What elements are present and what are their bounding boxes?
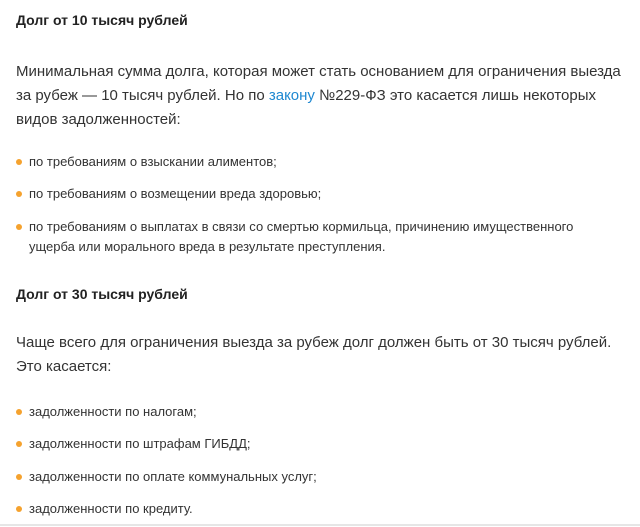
list-item [16,499,616,519]
list-item-text: задолженности по кредиту. [29,501,193,516]
bullet-dot-icon [16,159,22,165]
section-paragraph-30k: Чаще всего для ограничения выезда за рубеж долг должен быть от 30 тысяч рублей. Это касается: [16,334,612,375]
list-item-text: по требованиям о возмещении вреда здоровью; [29,186,322,201]
bottom-divider [0,524,640,526]
list-item [16,402,616,422]
list-item-text: задолженности по штрафам ГИБДД; [29,436,251,451]
section-heading-30k: Долг от 30 тысяч рублей [16,286,188,302]
list-item [16,467,616,487]
law-link[interactable]: закону [268,87,315,104]
bullet-dot-icon [16,506,22,512]
list-item-text: по требованиям о взыскании алиментов; [29,154,277,169]
list-item-text: по требованиям о выплатах в связи со смертью кормильца, причинению имущественного ущерба или морального вреда в результате преступления. [29,219,574,254]
bullet-dot-icon [16,191,22,197]
section-paragraph-10k [16,60,626,132]
bullet-dot-icon [16,224,22,230]
list-item [16,434,616,454]
paragraph-text: №229-ФЗ это касается лишь некоторых видов задолженностей: [16,87,596,128]
list-item [16,217,616,257]
bullet-dot-icon [16,441,22,447]
bullet-dot-icon [16,474,22,480]
bullet-dot-icon [16,409,22,415]
paragraph-text: Минимальная сумма долга, которая может стать основанием для ограничения выезда за рубеж — 10 тысяч рублей. Но по [16,63,621,104]
list-item [16,184,616,204]
list-item [16,152,616,172]
section-heading-10k: Долг от 10 тысяч рублей [16,12,188,28]
list-item-text: задолженности по налогам; [29,404,197,419]
list-item-text: задолженности по оплате коммунальных услуг; [29,469,317,484]
